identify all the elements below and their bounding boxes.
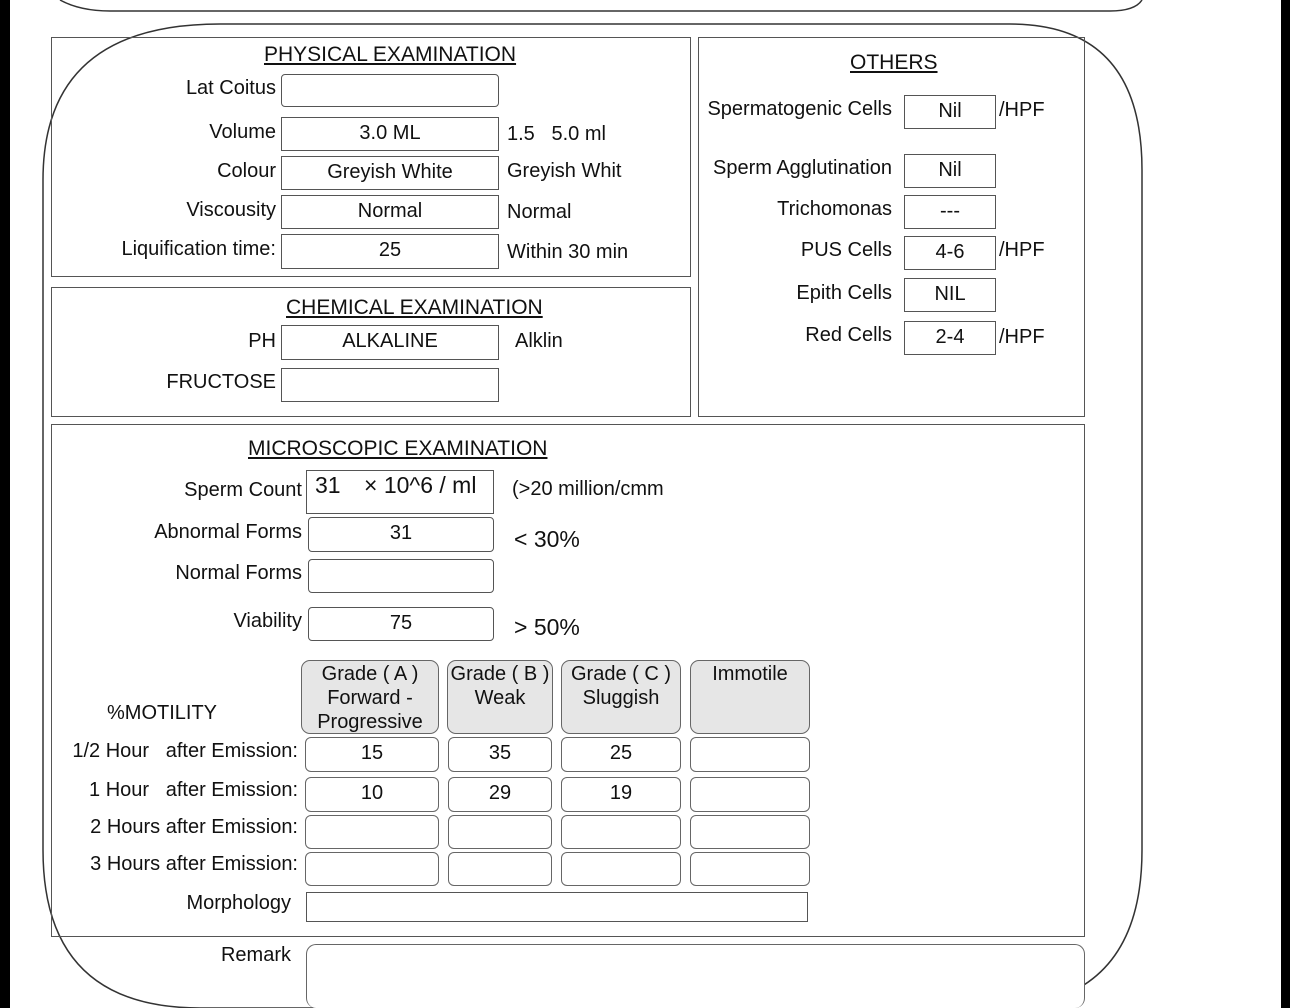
volume-label: Volume (209, 121, 276, 143)
motility-cell[interactable] (305, 852, 439, 886)
motility-cell[interactable] (305, 815, 439, 849)
viscousity-label: Viscousity (186, 199, 276, 221)
chemical-title: CHEMICAL EXAMINATION (286, 296, 543, 319)
motility-row-label: 1/2 Hour after Emission: (72, 740, 298, 762)
viscousity-field[interactable]: Normal (281, 195, 499, 229)
liquification-reference: Within 30 min (507, 241, 629, 263)
morphology-label: Morphology (186, 892, 291, 914)
grade-c-header-text: Grade ( C ) Sluggish (570, 663, 672, 709)
viability-label: Viability (233, 610, 302, 632)
spermatogenic-unit: /HPF (999, 99, 1045, 121)
viscousity-reference: Normal (507, 201, 572, 223)
epith-cells-label: Epith Cells (796, 282, 892, 304)
motility-cell[interactable] (561, 852, 681, 886)
motility-cell[interactable] (690, 737, 810, 772)
remark-label: Remark (220, 944, 291, 966)
grade-c-header (561, 660, 681, 734)
motility-cell[interactable] (561, 815, 681, 849)
abnormal-forms-label: Abnormal Forms (154, 521, 302, 543)
immotile-header (690, 660, 810, 734)
sperm-count-value: 31 (315, 472, 341, 498)
viability-reference: > 50% (514, 614, 580, 640)
motility-cell[interactable] (690, 777, 810, 812)
sperm-count-label: Sperm Count (184, 479, 302, 501)
motility-cell[interactable] (690, 815, 810, 849)
motility-cell[interactable]: 15 (305, 737, 439, 772)
liquification-field[interactable]: 25 (281, 234, 499, 269)
motility-cell[interactable]: 25 (561, 737, 681, 772)
grade-b-header-text: Grade ( B ) Weak (450, 663, 550, 709)
abnormal-forms-reference: < 30% (514, 526, 580, 552)
normal-forms-field[interactable] (308, 559, 494, 593)
trichomonas-label: Trichomonas (777, 198, 892, 220)
ph-label: PH (248, 330, 276, 352)
motility-row-label: 3 Hours after Emission: (90, 853, 298, 875)
colour-field[interactable]: Greyish White (281, 156, 499, 190)
physical-title: PHYSICAL EXAMINATION (264, 43, 517, 66)
grade-a-header (301, 660, 439, 734)
epith-cells-field[interactable]: NIL (904, 278, 996, 312)
liquification-label: Liquification time: (121, 238, 276, 260)
motility-cell[interactable]: 35 (448, 737, 552, 772)
fructose-field[interactable] (281, 368, 499, 402)
ph-reference: Alklin (515, 330, 563, 352)
morphology-field[interactable] (306, 892, 808, 922)
remark-field[interactable] (306, 944, 1085, 1008)
spermatogenic-field[interactable]: Nil (904, 95, 996, 129)
lat-coitus-label: Lat Coitus (185, 77, 276, 99)
motility-cell[interactable] (448, 852, 552, 886)
agglutination-field[interactable]: Nil (904, 154, 996, 188)
grade-a-header-text: Grade ( A ) Forward - Progressive (317, 663, 423, 733)
motility-cell[interactable]: 29 (448, 777, 552, 812)
abnormal-forms-field[interactable]: 31 (308, 517, 494, 552)
red-cells-field[interactable]: 2-4 (904, 321, 996, 355)
normal-forms-label: Normal Forms (175, 562, 302, 584)
pus-cells-label: PUS Cells (800, 239, 892, 261)
microscopic-title: MICROSCOPIC EXAMINATION (248, 437, 548, 460)
motility-label: %MOTILITY (107, 702, 218, 724)
motility-cell[interactable]: 19 (561, 777, 681, 812)
colour-label: Colour (217, 160, 276, 182)
grade-b-header (447, 660, 553, 734)
sperm-count-unit: × 10^6 / ml (364, 472, 477, 498)
sperm-count-reference: (>20 million/cmm (512, 478, 664, 500)
volume-field[interactable]: 3.0 ML (281, 117, 499, 151)
trichomonas-field[interactable]: --- (904, 195, 996, 229)
previous-section-border (60, 0, 1142, 11)
red-cells-label: Red Cells (805, 324, 892, 346)
lat-coitus-field[interactable] (281, 74, 499, 107)
colour-reference: Greyish Whit (507, 160, 622, 182)
pus-cells-unit: /HPF (999, 239, 1045, 261)
motility-row-label: 2 Hours after Emission: (90, 816, 298, 838)
motility-row-label: 1 Hour after Emission: (89, 779, 298, 801)
pus-cells-field[interactable]: 4-6 (904, 236, 996, 270)
motility-cell[interactable] (690, 852, 810, 886)
motility-cell[interactable]: 10 (305, 777, 439, 812)
others-panel (698, 37, 1085, 417)
sperm-count-field[interactable] (306, 470, 494, 514)
fructose-label: FRUCTOSE (166, 371, 276, 393)
others-title: OTHERS (850, 51, 938, 74)
immotile-header-text: Immotile (712, 663, 788, 685)
volume-reference: 1.5 5.0 ml (507, 123, 606, 145)
agglutination-label: Sperm Agglutination (712, 157, 892, 179)
motility-cell[interactable] (448, 815, 552, 849)
spermatogenic-label: Spermatogenic Cells (707, 98, 892, 120)
red-cells-unit: /HPF (999, 326, 1045, 348)
viability-field[interactable]: 75 (308, 607, 494, 641)
ph-field[interactable]: ALKALINE (281, 325, 499, 360)
